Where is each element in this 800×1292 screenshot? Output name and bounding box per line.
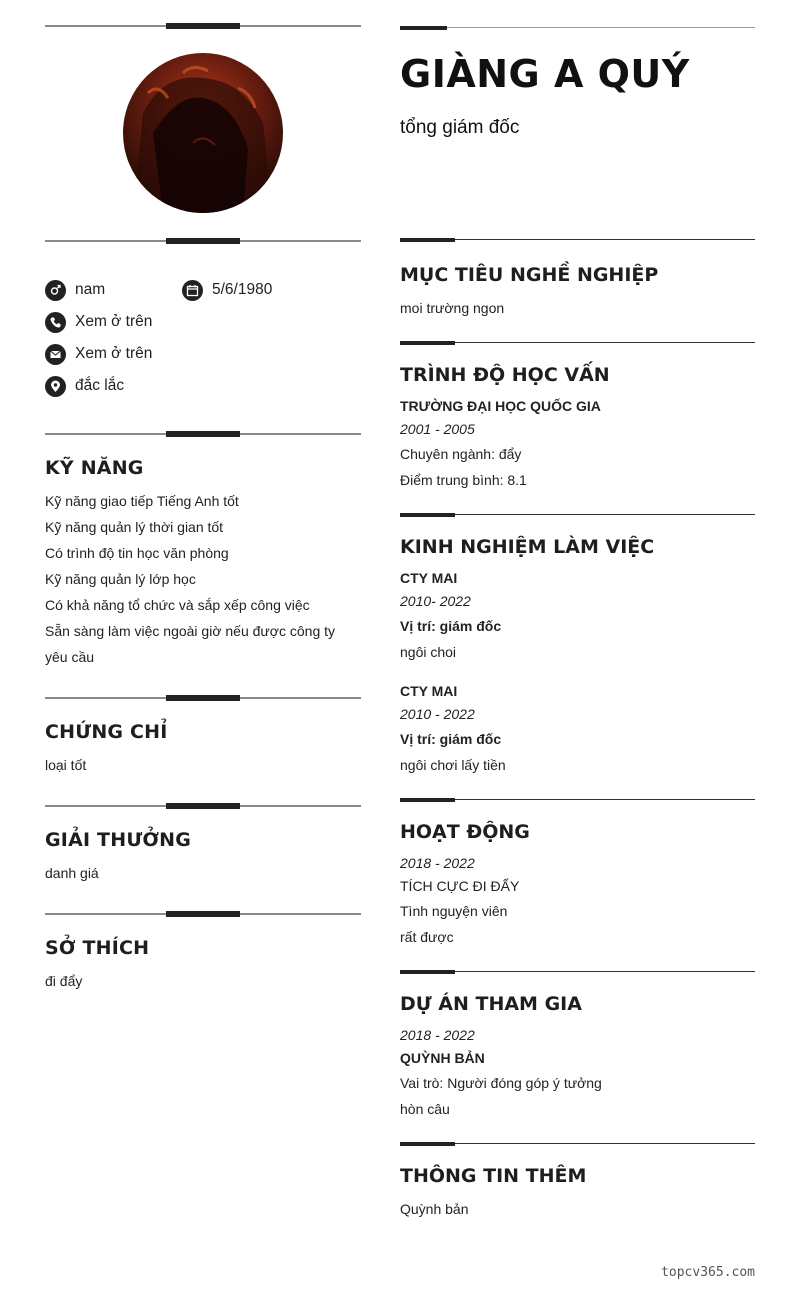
skill-item: Có khả năng tổ chức và sắp xếp công việc xyxy=(45,597,310,613)
divider xyxy=(45,431,361,439)
projects-title: DỰ ÁN THAM GIA xyxy=(400,993,582,1015)
certificates-text: loại tốt xyxy=(45,757,87,773)
divider xyxy=(45,911,361,919)
experience-desc: ngôi choi xyxy=(400,644,457,660)
divider xyxy=(400,238,755,244)
gender-icon xyxy=(45,280,66,301)
email-row xyxy=(45,343,152,365)
education-gpa: Điểm trung bình: 8.1 xyxy=(400,472,527,488)
divider xyxy=(45,238,361,246)
activities-period: 2018 - 2022 xyxy=(400,855,475,871)
education-title: TRÌNH ĐỘ HỌC VẤN xyxy=(400,364,610,386)
awards-text: danh giá xyxy=(45,865,99,881)
calendar-icon xyxy=(182,280,203,301)
gender-row xyxy=(45,279,105,301)
experience-period: 2010 - 2022 xyxy=(400,706,475,722)
experience-company: CTY MAI xyxy=(400,570,458,586)
experience-title: KINH NGHIỆM LÀM VIỆC xyxy=(400,536,655,558)
skill-item: Có trình độ tin học văn phòng xyxy=(45,545,229,561)
divider xyxy=(400,970,755,976)
objective-title: MỤC TIÊU NGHỀ NGHIỆP xyxy=(400,264,659,286)
experience-position: Vị trí: giám đốc xyxy=(400,731,502,747)
address-value: đắc lắc xyxy=(75,377,125,394)
skills-title: KỸ NĂNG xyxy=(45,457,144,479)
email-icon xyxy=(45,344,66,365)
divider xyxy=(400,341,755,347)
experience-position: Vị trí: giám đốc xyxy=(400,618,502,634)
location-pin-icon xyxy=(45,376,66,397)
phone-row xyxy=(45,311,152,333)
awards-title: GIẢI THƯỞNG xyxy=(45,829,192,851)
experience-period: 2010- 2022 xyxy=(400,593,471,609)
education-period: 2001 - 2005 xyxy=(400,421,475,437)
projects-desc: hòn câu xyxy=(400,1101,450,1117)
projects-period: 2018 - 2022 xyxy=(400,1027,475,1043)
birthday-row xyxy=(182,279,272,301)
additional-title: THÔNG TIN THÊM xyxy=(400,1165,587,1187)
activities-role: Tình nguyện viên xyxy=(400,903,508,919)
divider xyxy=(400,798,755,804)
divider xyxy=(45,803,361,811)
hobbies-title: SỞ THÍCH xyxy=(45,937,150,959)
projects-role: Vai trò: Người đóng góp ý tưởng xyxy=(400,1075,602,1091)
additional-text: Quỳnh bản xyxy=(400,1201,469,1217)
projects-name: QUỲNH BẢN xyxy=(400,1050,485,1066)
candidate-name: GIÀNG A QUÝ xyxy=(400,52,690,96)
phone-value: Xem ở trên xyxy=(75,313,153,330)
birthday-value: 5/6/1980 xyxy=(212,281,273,298)
hobbies-text: đi đẩy xyxy=(45,973,83,989)
avatar-image xyxy=(123,53,283,213)
activities-title: HOẠT ĐỘNG xyxy=(400,821,530,843)
education-school: TRƯỜNG ĐẠI HỌC QUỐC GIA xyxy=(400,398,601,414)
activities-desc: rất được xyxy=(400,929,454,945)
avatar xyxy=(123,53,283,213)
gender-value: nam xyxy=(75,281,106,298)
skill-item: Kỹ năng giao tiếp Tiếng Anh tốt xyxy=(45,493,239,509)
skill-item: Kỹ năng quản lý thời gian tốt xyxy=(45,519,224,535)
activities-org: TÍCH CỰC ĐI ĐẨY xyxy=(400,878,520,894)
email-value: Xem ở trên xyxy=(75,345,153,362)
experience-company: CTY MAI xyxy=(400,683,458,699)
divider xyxy=(400,26,755,32)
divider xyxy=(400,1142,755,1148)
skill-item: Kỹ năng quản lý lớp học xyxy=(45,571,196,587)
divider xyxy=(45,695,361,703)
phone-icon xyxy=(45,312,66,333)
watermark: topcv365.com xyxy=(661,1265,755,1280)
job-title: tổng giám đốc xyxy=(400,117,520,138)
skills-list xyxy=(45,488,361,670)
education-major: Chuyên ngành: đẩy xyxy=(400,446,522,462)
experience-desc: ngôi chơi lấy tiền xyxy=(400,757,506,773)
address-row xyxy=(45,375,124,397)
skill-item: Sẵn sàng làm việc ngoài giờ nếu được công ty yêu cầu xyxy=(45,623,336,665)
certificates-title: CHỨNG CHỈ xyxy=(45,721,168,743)
divider xyxy=(400,513,755,519)
objective-text: moi trường ngon xyxy=(400,300,505,316)
divider xyxy=(45,23,361,31)
